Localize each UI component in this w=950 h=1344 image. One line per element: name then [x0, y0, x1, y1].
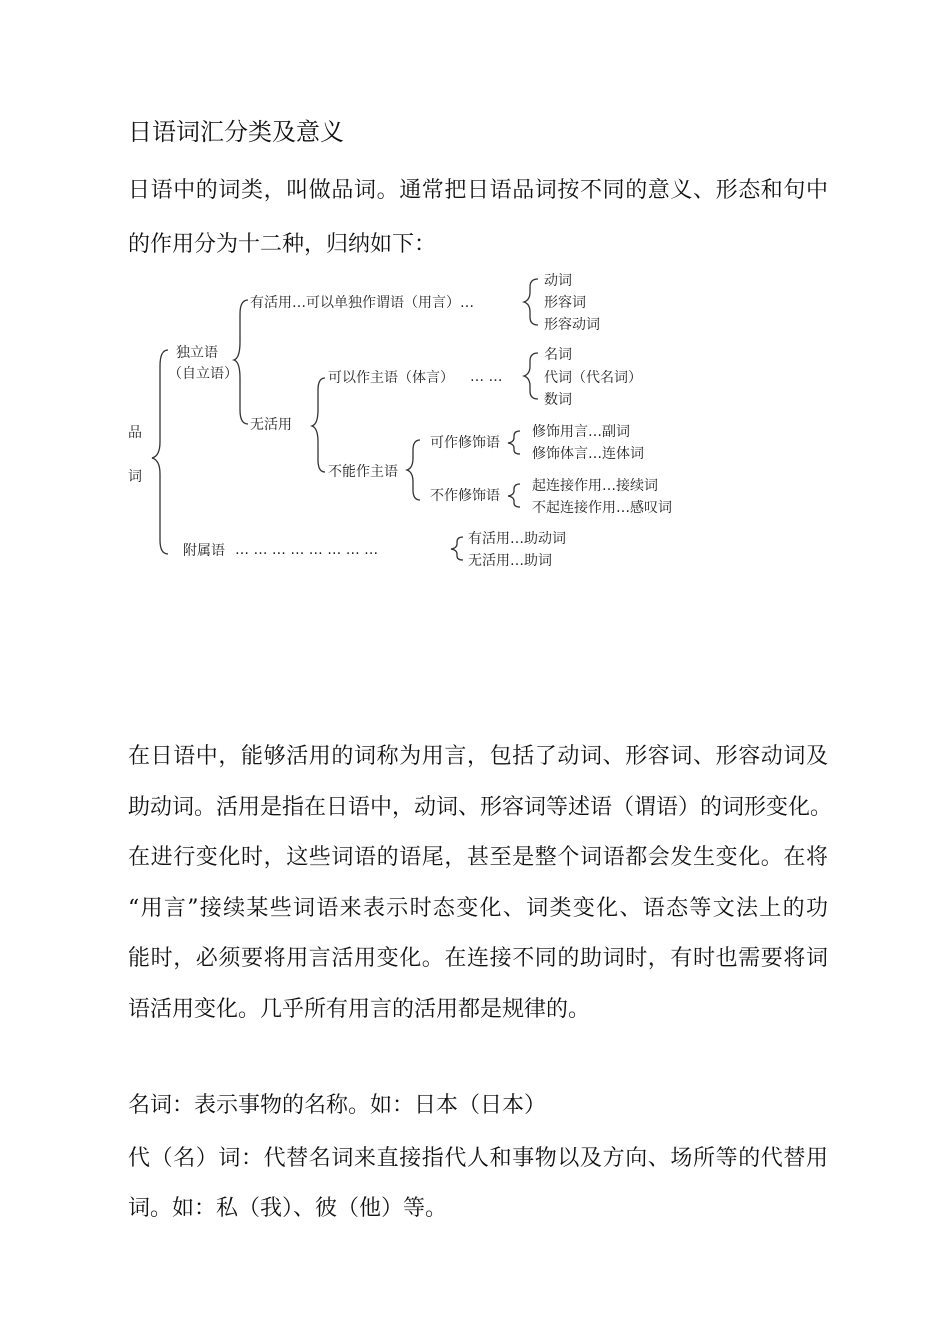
non-modifier-label: 不作修饰语	[430, 488, 500, 504]
conjugating-items-brace	[524, 279, 538, 325]
subject-items-brace	[524, 353, 538, 399]
attached-item: 有活用…助动词	[468, 531, 566, 547]
intro-paragraph	[128, 164, 828, 272]
modifier-items-brace	[508, 431, 520, 454]
noun-line: 名词：表示事物的名称。如：日本（日本）	[128, 1093, 547, 1118]
pronoun-line: 词。如：私（我）、彼（他）等。	[128, 1196, 448, 1221]
non-modifier-item: 不起连接作用…感叹词	[532, 500, 672, 516]
yougen-line: 在日语中，能够活用的词称为用言，包括了动词、形容词、形容动词及	[128, 744, 828, 769]
intro-line: 日语中的词类，叫做品词。通常把日语品词按不同的意义、形态和句中	[128, 178, 828, 203]
non-modifier-items-brace	[508, 484, 520, 507]
conjugating-item: 形容动词	[544, 317, 600, 333]
modifier-label: 可作修饰语	[430, 435, 500, 451]
document-title: 日语词汇分类及意义	[128, 118, 344, 146]
attached-item: 无活用…助词	[468, 553, 552, 569]
conjugating-item: 形容词	[544, 295, 586, 311]
subject-item: 名词	[544, 347, 572, 363]
attached-label: 附属语	[183, 543, 225, 559]
yougen-line: 助动词。活用是指在日语中，动词、形容词等述语（谓语）的词形变化。	[128, 794, 833, 820]
pronoun-definition	[128, 1134, 828, 1234]
yougen-line: “用言”接续某些词语来表示时态变化、词类变化、语态等文法上的功	[128, 895, 828, 921]
root-brace	[152, 350, 168, 554]
subject-item: 数词	[544, 392, 572, 408]
non-conjugating-label: 无活用	[250, 417, 292, 433]
not-subject-brace	[407, 440, 420, 500]
yougen-line: 在进行变化时，这些词语的语尾，甚至是整个词语都会发生变化。在将	[128, 845, 828, 871]
independent-brace	[234, 300, 248, 424]
yougen-line: 语活用变化。几乎所有用言的活用都是规律的。	[128, 996, 591, 1022]
conjugating-label: 有活用…可以单独作谓语（用言）…	[250, 295, 474, 311]
modifier-item: 修饰用言…副词	[532, 424, 630, 440]
independent-alt-label: （自立语）	[168, 366, 238, 382]
non-modifier-item: 起连接作用…接续词	[532, 478, 658, 494]
root-label-char: 词	[128, 469, 142, 485]
independent-label: 独立语	[176, 345, 218, 361]
yougen-line: 能时，必须要将用言活用变化。在连接不同的助词时，有时也需要将词	[128, 946, 828, 972]
root-label-char: 品	[128, 425, 142, 441]
intro-line: 的作用分为十二种，归纳如下：	[128, 232, 437, 257]
attached-dots: … … … … … … … …	[235, 542, 379, 558]
conjugating-item: 动词	[544, 273, 572, 289]
modifier-item: 修饰体言…连体词	[532, 446, 644, 462]
attached-items-brace	[451, 537, 463, 560]
pronoun-line: 代（名）词：代替名词来直接指代人和事物以及方向、场所等的代替用	[128, 1146, 828, 1171]
word-class-tree-diagram	[120, 262, 720, 582]
subject-item: 代词（代名词）	[544, 370, 642, 386]
subject-dots: … …	[470, 369, 503, 385]
subject-capable-label: 可以作主语（体言）	[328, 370, 454, 386]
noun-definition	[128, 1086, 828, 1126]
not-subject-label: 不能作主语	[328, 464, 398, 480]
yougen-paragraph	[128, 732, 833, 1036]
non-conjugating-brace	[312, 378, 325, 472]
